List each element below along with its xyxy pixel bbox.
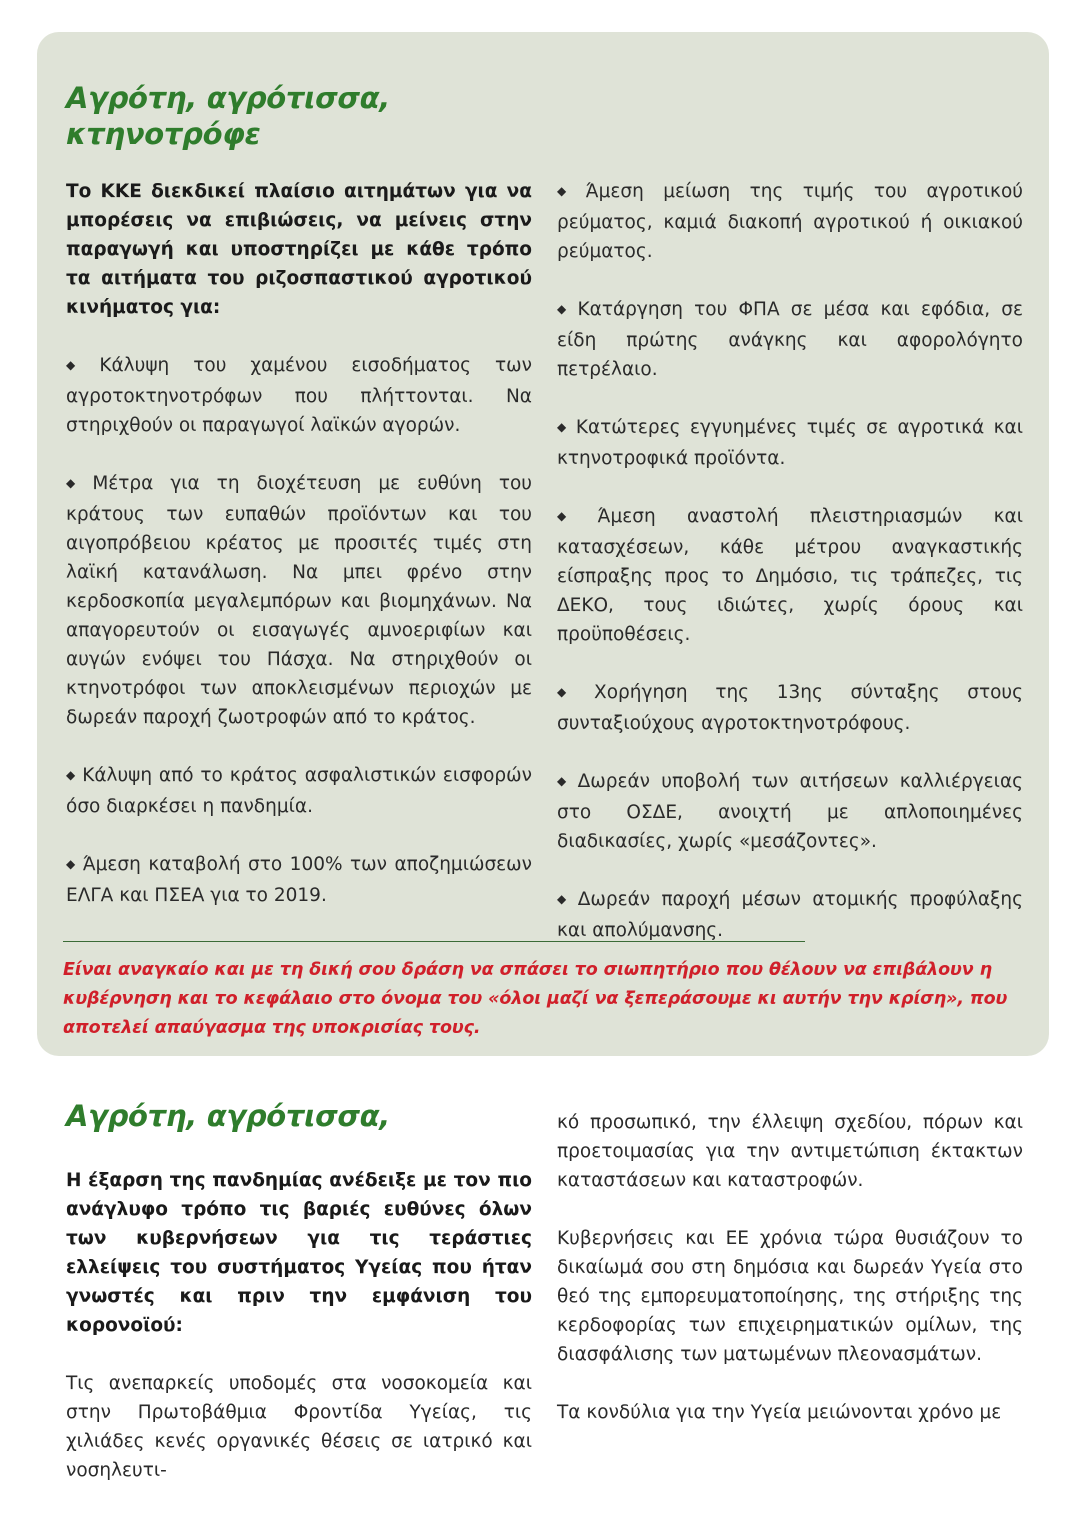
- box-right-column: [557, 177, 1023, 974]
- diamond-bullet-icon: ◆: [557, 685, 589, 699]
- diamond-bullet-icon: ◆: [557, 184, 580, 198]
- list-item: ◆ Μέτρα για τη διοχέτευση με ευθύνη του κράτους των ευπαθών προϊόντων και του αιγοπρόβειου κρέατος με προσιτές τιμές στη λαϊκή κατανάλωση. Να μπει φρένο στην κερδοσκοπία μεγαλεμπόρων και βιομηχάνων. Να απαγορευτούν οι εισαγωγές αμνοεριφίων και αυγών ενόψει του Πάσχα. Να στηριχθούν οι κτηνοτρόφοι των αποκλεισμένων περιοχών με δωρεάν παροχή ζωοτροφών από το κράτος.: [66, 473, 532, 728]
- article-paragraph: κό προσωπικό, την έλλειψη σχεδίου, πόρων και προετοιμασίας για την αντιμετώπιση έκτακτων καταστάσεων και καταστροφών.: [557, 1112, 1023, 1191]
- diamond-bullet-icon: ◆: [66, 358, 94, 372]
- box-left-column: [66, 177, 532, 939]
- article-lead: Η έξαρση της πανδημίας ανέδειξε με τον πιο ανάγλυφο τρόπο τις βαριές ευθύνες όλων των κυβερνήσεων για τις τεράστιες ελλείψεις του συστήματος Υγείας που ήταν γνωστές και πριν την εμφάνιση του κορονοϊού:: [66, 1170, 532, 1336]
- diamond-bullet-icon: ◆: [66, 857, 77, 871]
- box-intro: Το ΚΚΕ διεκδικεί πλαίσιο αιτημάτων για να μπορέσεις να επιβιώσεις, να μείνεις στην παραγωγή και υποστηρίζει με κάθε τρόπο τα αιτήματα του ριζοσπαστικού αγροτικού κινήματος για:: [66, 181, 532, 318]
- diamond-bullet-icon: ◆: [66, 768, 77, 782]
- list-item: ◆ Άμεση καταβολή στο 100% των αποζημιώσεων ΕΛΓΑ και ΠΣΕΑ για το 2019.: [66, 854, 532, 906]
- divider-line: [63, 941, 805, 942]
- list-item: ◆ Άμεση αναστολή πλειστηριασμών και κατασχέσεων, κάθε μέτρου αναγκαστικής είσπραξης προς το Δημόσιο, τις τράπεζες, τις ΔΕΚΟ, τους ιδιώτες, χωρίς όρους και προϋποθέσεις.: [557, 506, 1023, 645]
- article-paragraph: Κυβερνήσεις και ΕΕ χρόνια τώρα θυσιάζουν το δικαίωμά σου στη δημόσια και δωρεάν Υγεία στο θεό της εμπορευματοποίησης, της στήριξης της κερδοφορίας των επιχειρηματικών ομίλων, της διασφάλισης των ματωμένων πλεονασμάτων.: [557, 1228, 1023, 1365]
- diamond-bullet-icon: ◆: [557, 302, 572, 316]
- diamond-bullet-icon: ◆: [557, 420, 570, 434]
- box-title-line2: κτηνοτρόφε: [66, 117, 261, 151]
- article-paragraph: Τις ανεπαρκείς υποδομές στα νοσοκομεία και στην Πρωτοβάθμια Φροντίδα Υγείας, τις χιλιάδες κενές οργανικές θέσεις σε ιατρικό και νοσηλευτι-: [66, 1373, 532, 1481]
- list-item: ◆ Χορήγηση της 13ης σύνταξης στους συνταξιούχους αγροτοκτηνοτρόφους.: [557, 682, 1023, 734]
- list-item: ◆ Δωρεάν υποβολή των αιτήσεων καλλιέργειας στο ΟΣΔΕ, ανοιχτή με απλοποιημένες διαδικασίες, χωρίς «μεσάζοντες».: [557, 771, 1023, 852]
- diamond-bullet-icon: ◆: [66, 476, 87, 490]
- article-right-column: [557, 1108, 1023, 1456]
- list-item: ◆ Κάλυψη του χαμένου εισοδήματος των αγροτοκτηνοτρόφων που πλήττονται. Να στηριχθούν οι παραγωγοί λαϊκών αγορών.: [66, 355, 532, 436]
- box-title-line1: Αγρότη, αγρότισσα,: [66, 81, 391, 115]
- red-callout: Είναι αναγκαίο και με τη δική σου δράση να σπάσει το σιωπητήριο που θέλουν να επιβάλουν η κυβέρνηση και το κεφάλαιο στο όνομα του «όλοι μαζί να ξεπεράσουμε κι αυτήν την κρίση», που αποτελεί απαύγασμα της υποκρισίας τους.: [63, 960, 1008, 1038]
- article-left-column: [66, 1166, 532, 1514]
- list-item: ◆ Άμεση μείωση της τιμής του αγροτικού ρεύματος, καμιά διακοπή αγροτικού ή οικιακού ρεύματος.: [557, 181, 1023, 262]
- list-item: ◆ Κατώτερες εγγυημένες τιμές σε αγροτικά και κτηνοτροφικά προϊόντα.: [557, 417, 1023, 469]
- article-title: Αγρότη, αγρότισσα,: [66, 1099, 391, 1133]
- diamond-bullet-icon: ◆: [557, 509, 592, 523]
- diamond-bullet-icon: ◆: [557, 892, 572, 906]
- box-title: [66, 80, 390, 152]
- list-item: ◆ Κατάργηση του ΦΠΑ σε μέσα και εφόδια, σε είδη πρώτης ανάγκης και αφορολόγητο πετρέλαιο.: [557, 299, 1023, 380]
- article-paragraph: Τα κονδύλια για την Υγεία μειώνονται χρόνο με: [557, 1402, 1002, 1423]
- diamond-bullet-icon: ◆: [557, 774, 572, 788]
- list-item: ◆ Κάλυψη από το κράτος ασφαλιστικών εισφορών όσο διαρκέσει η πανδημία.: [66, 765, 532, 817]
- list-item: ◆ Δωρεάν παροχή μέσων ατομικής προφύλαξης και απολύμανσης.: [557, 889, 1024, 941]
